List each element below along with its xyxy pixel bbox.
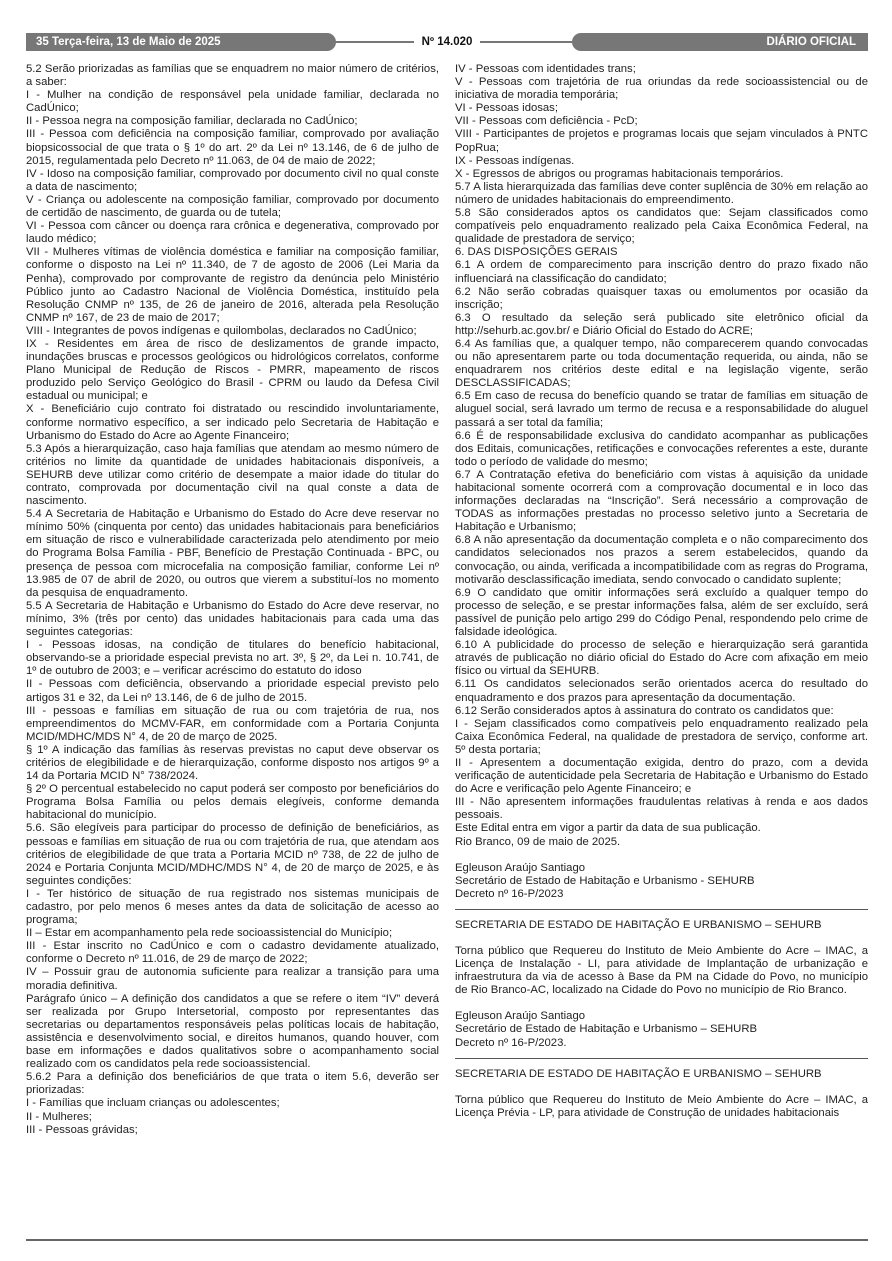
paragraph: IV – Possuir grau de autonomia suficiente para realizar a transição para uma moradia definitiva. <box>26 966 439 992</box>
journal-name: DIÁRIO OFICIAL <box>572 33 868 51</box>
header-date: 35 Terça-feira, 13 de Maio de 2025 <box>26 33 336 51</box>
section-divider <box>455 1058 868 1059</box>
signatory-name: Egleuson Araújo Santiago <box>455 861 586 874</box>
article-body <box>26 63 868 1231</box>
signatory-name: Egleuson Araújo Santiago <box>455 1010 586 1023</box>
paragraph: 6.2 Não serão cobradas quaisquer taxas ou emolumentos por ocasião da inscrição; <box>455 285 868 311</box>
paragraph: IV - Idoso na composição familiar, comprovado por documento civil no qual conste a data de nascimento; <box>26 167 439 193</box>
paragraph: 6.5 Em caso de recusa do benefício quando se tratar de famílias em situação de aluguel social, será lavrado um termo de recusa e a responsabilidade do aluguel passará a ser total da família; <box>455 390 868 429</box>
paragraph: VIII - Participantes de projetos e programas locais que sejam vinculados à PNTC PopRua; <box>455 128 868 154</box>
paragraph: 6.10 A publicidade do processo de seleção e hierarquização será garantida através de publicação no diário oficial do Estado do Acre com afixação em meio físico ou virtual da SEHURB. <box>455 639 868 678</box>
paragraph: I - Famílias que incluam crianças ou adolescentes; <box>26 1097 280 1110</box>
paragraph: X - Egressos de abrigos ou programas habitacionais temporários. <box>455 167 784 180</box>
paragraph: III - Pessoa com deficiência na composição familiar, comprovado por avaliação biopsicossocial de que trata o § 1º do art. 2º da Lei nº 13.146, de 6 de julho de 2015, regulamentada pelo Decreto nº 11.063, de 04 de maio de 2022; <box>26 128 439 167</box>
signatory-decree: Decreto nº 16-P/2023 <box>455 887 564 900</box>
paragraph: III - Não apresentem informações fraudulentas relativas à renda e aos dados pessoais. <box>455 796 868 822</box>
edital-continuation <box>455 63 868 849</box>
paragraph: III - Pessoas grávidas; <box>26 1123 138 1136</box>
section-title: SECRETARIA DE ESTADO DE HABITAÇÃO E URBANISMO – SEHURB <box>455 1067 822 1080</box>
paragraph: Parágrafo único – A definição dos candidatos a que se refere o item “IV” deverá ser realizada por Grupo Intersetorial, composto por representantes das secretarias ou departamentos responsáveis pelas políticas locais de habitação, assistência e desenvolvimento social, e direitos humanos, quando houver, com base em informações e dados qualitativos sobre o acompanhamento social realizado com os candidatos pela rede socioassistencial. <box>26 992 439 1071</box>
license-notice-li: Torna público que Requereu do Instituto de Meio Ambiente do Acre – IMAC, a Licença de Instalação - LI, para atividade de Implantação de urbanização e infraestrutura da via de acesso à Base da PM na Cidade do Povo, no município de Rio Branco-AC, localizado na Cidade do Povo no município de Rio Branco. <box>455 945 868 997</box>
paragraph: 5.4 A Secretaria de Habitação e Urbanismo do Estado do Acre deve reservar no mínimo 50% (cinquenta por cento) das unidades habitacionais para beneficiários em situação de risco e vulnerabilidade caracterizada pelo atendimento por meio do Programa Bolsa Família - PBF, Benefício de Prestação Continuada - BPC, ou presença de pessoa com microcefalia na composição familiar, conforme Lei nº 13.985 de 07 de abril de 2020, ou outros que vierem a substituí-los no momento da pesquisa de enquadramento. <box>26 508 439 599</box>
paragraph: X - Beneficiário cujo contrato foi distratado ou rescindido involuntariamente, conforme normativo específico, a ser indicado pelo Secretaria de Habitação e Urbanismo do Estado do Acre ao Agente Financeiro; <box>26 403 439 442</box>
paragraph: 6.3 O resultado da seleção será publicado site eletrônico oficial da http://sehurb.ac.gov.br/ e Diário Oficial do Estado do ACRE; <box>455 311 868 337</box>
right-column <box>455 63 868 1231</box>
paragraph: 6.1 A ordem de comparecimento para inscrição dentro do prazo fixado não influenciará na classificação do candidato; <box>455 259 868 285</box>
section-title: SECRETARIA DE ESTADO DE HABITAÇÃO E URBANISMO – SEHURB <box>455 918 822 931</box>
paragraph: 5.8 São considerados aptos os candidatos que: Sejam classificados como compatíveis pelo enquadramento realizado pela Caixa Econômica Federal, na qualidade de prestadora de serviço; <box>455 207 868 246</box>
paragraph: IX - Residentes em área de risco de deslizamentos de grande impacto, inundações bruscas e processos geológicos ou hidrológicos correlatos, conforme Plano Municipal de Redução de Riscos - PMRR, mapeamento de riscos produzido pelo Serviço Geológico do Brasil - CPRM ou laudo da Defesa Civil estadual ou municipal; e <box>26 337 439 403</box>
paragraph: VII - Mulheres vítimas de violência doméstica e familiar na composição familiar, conforme o disposto na Lei nº 11.340, de 7 de agosto de 2006 (Lei Maria da Penha), comprovado por comprovante de registro da denúncia pelo Ministério Público junto ao Cadastro Nacional de Violência Doméstica, instituído pela Resolução CNMP nº 135, de 26 de janeiro de 2016, alterada pela Resolução CNMP nº 167, de 23 de maio de 2017; <box>26 246 439 324</box>
paragraph: VI - Pessoa com câncer ou doença rara crônica e degenerativa, comprovado por laudo médico; <box>26 220 439 246</box>
paragraph: II - Mulheres; <box>26 1110 92 1123</box>
signature-block-1 <box>455 862 868 901</box>
signature-block-2 <box>455 1010 868 1049</box>
paragraph: I - Pessoas idosas, na condição de titulares do benefício habitacional, observando-se a prioridade especial prevista no art. 3º, § 2º, da Lei n. 10.741, de 1º de outubro de 2003; e – verificar acréscimo do estatuto do idoso <box>26 639 439 678</box>
paragraph: VIII - Integrantes de povos indígenas e quilombolas, declarados no CadÚnico; <box>26 324 417 337</box>
issue-number-text: Nº 14.020 <box>414 36 481 48</box>
page-header <box>26 33 868 51</box>
paragraph: VI - Pessoas idosas; <box>455 102 558 115</box>
paragraph: IV - Pessoas com identidades trans; <box>455 63 636 75</box>
paragraph: III - Estar inscrito no CadÚnico e com o cadastro devidamente atualizado, conforme o Decreto nº 11.016, de 29 de março de 2022; <box>26 940 439 966</box>
paragraph: V - Pessoas com trajetória de rua oriundas da rede socioassistencial ou de iniciativa de moradia temporária; <box>455 76 868 102</box>
paragraph: 6.6 É de responsabilidade exclusiva do candidato acompanhar as publicações dos Editais, comunicações, retificações e convocações referentes a este, durante todo o período de validade do mesmo; <box>455 429 868 468</box>
paragraph: 6. DAS DISPOSIÇÕES GERAIS <box>455 246 618 259</box>
paragraph: 5.5 A Secretaria de Habitação e Urbanismo do Estado do Acre deve reservar, no mínimo, 3% (três por cento) das unidades habitacionais para cada uma das seguintes categorias: <box>26 599 439 639</box>
paragraph: V - Criança ou adolescente na composição familiar, comprovado por documento de certidão de nascimento, de guarda ou de tutela; <box>26 193 439 220</box>
paragraph: 6.7 A Contratação efetiva do beneficiário com vistas à aquisição da unidade habitacional somente ocorrerá com a comprovação documental e in loco das informações declaradas na “Inscrição”. Será necessário a comprovação de TODAS as informações prestadas no processo seletivo junto a Secretaria de Habitação e Urbanismo; <box>455 468 868 534</box>
section-divider <box>455 909 868 910</box>
paragraph: 6.8 A não apresentação da documentação completa e o não comparecimento dos candidatos selecionados nos prazos a serem estabelecidos, quando da convocação, ou ainda, verificada a incompatibilidade com as regras do Programa, motivarão desclassificação imediata, sendo convocado o candidato suplente; <box>455 534 868 586</box>
paragraph: 6.4 As famílias que, a qualquer tempo, não comparecerem quando convocadas ou não apresentarem parte ou toda documentação requerida, ou ainda, não se enquadrarem nos critérios deste edital e na legislação vigente, serão DESCLASSIFICADAS; <box>455 337 868 390</box>
paragraph: § 2º O percentual estabelecido no caput poderá ser composto por beneficiários do Programa Bolsa Família ou pelos demais elegíveis, conforme demanda habitacional do município. <box>26 783 439 822</box>
paragraph: VII - Pessoas com deficiência - PcD; <box>455 115 638 128</box>
paragraph: I - Mulher na condição de responsável pela unidade familiar, declarada no CadÚnico; <box>26 89 439 115</box>
paragraph: 5.6. São elegíveis para participar do processo de definição de beneficiários, as pessoas e famílias em situação de rua ou com trajetória de rua, que atendam aos critérios de elegibilidade de que trata a Portaria MCID nº 738, de 22 de julho de 2024 e Portaria Conjunta MCID/MDHC/MDS N° 4, de 20 de março de 2025, e às seguintes condições: <box>26 822 439 887</box>
paragraph: II – Estar em acompanhamento pela rede socioassistencial do Município; <box>26 927 393 940</box>
paragraph: I - Ter histórico de situação de rua registrado nos sistemas municipais de cadastro, por pelo menos 6 meses antes da data de solicitação de acesso ao programa; <box>26 887 439 927</box>
signatory-title: Secretário de Estado de Habitação e Urbanismo – SEHURB <box>455 1023 758 1036</box>
left-column <box>26 63 439 1231</box>
paragraph: II - Apresentem a documentação exigida, dentro do prazo, com a devida verificação de autenticidade pela Secretaria de Habitação e Urbanismo do Estado do Acre e verificação pelo Agente Financeiro; e <box>455 756 868 796</box>
paragraph: 5.6.2 Para a definição dos beneficiários de que trata o item 5.6, deverão ser priorizadas: <box>26 1071 439 1097</box>
signatory-decree: Decreto nº 16-P/2023. <box>455 1036 567 1049</box>
paragraph: 5.2 Serão priorizadas as famílias que se enquadrem no maior número de critérios, a saber: <box>26 63 439 89</box>
license-notice-lp: Torna público que Requereu do Instituto de Meio Ambiente do Acre – IMAC, a Licença Prévia - LP, para atividade de Construção de unidades habitacionais <box>455 1093 868 1119</box>
paragraph: II - Pessoa negra na composição familiar, declarada no CadÚnico; <box>26 115 358 128</box>
paragraph: 6.9 O candidato que omitir informações será excluído a qualquer tempo do processo de seleção, e se prestar informações falsa, além de ser excluído, será passível de punição pelo artigo 299 do Código Penal, respondendo pelo crime de falsidade ideológica. <box>455 586 868 639</box>
paragraph: 5.7 A lista hierarquizada das famílias deve conter suplência de 30% em relação ao número de unidades habitacionais do empreendimento. <box>455 180 868 206</box>
paragraph: 6.11 Os candidatos selecionados serão orientados acerca do resultado do enquadramento e dos prazos para apresentação da documentação. <box>455 678 868 704</box>
paragraph: Rio Branco, 09 de maio de 2025. <box>455 835 621 848</box>
paragraph: IX - Pessoas indígenas. <box>455 154 575 167</box>
paragraph: III - pessoas e famílias em situação de rua ou com trajetória de rua, nos empreendimentos do MCMV-FAR, em conformidade com a Portaria Conjunta MCID/MDHC/MDS N° 4, de 20 de março de 2025. <box>26 704 439 743</box>
footer-rule <box>26 1239 868 1241</box>
paragraph: I - Sejam classificados como compatíveis pelo enquadramento realizado pela Caixa Econômica Federal, na qualidade de prestadora de serviço, conforme art. 5º desta portaria; <box>455 717 868 756</box>
paragraph: 5.3 Após a hierarquização, caso haja famílias que atendam ao mesmo número de critérios no limite da quantidade de unidades habitacionais disponíveis, a SEHURB deve utilizar como critério de desempate a maior idade do titular do contrato, comprovada por documentação civil na qual conste a data de nascimento. <box>26 442 439 508</box>
paragraph: Este Edital entra em vigor a partir da data de sua publicação. <box>455 822 761 835</box>
paragraph: 6.12 Serão considerados aptos à assinatura do contrato os candidatos que: <box>455 704 834 717</box>
signatory-title: Secretário de Estado de Habitação e Urbanismo - SEHURB <box>455 874 755 887</box>
paragraph: II - Pessoas com deficiência, observando a prioridade especial previsto pelo artigos 31 e 32, da Lei nº 13.146, de 6 de julho de 2015. <box>26 678 439 704</box>
paragraph: § 1º A indicação das famílias às reservas previstas no caput deve observar os critérios de elegibilidade e de hierarquização, conforme disposto nos artigos 9º a 14 da Portaria MCID N° 738/2024. <box>26 743 439 783</box>
